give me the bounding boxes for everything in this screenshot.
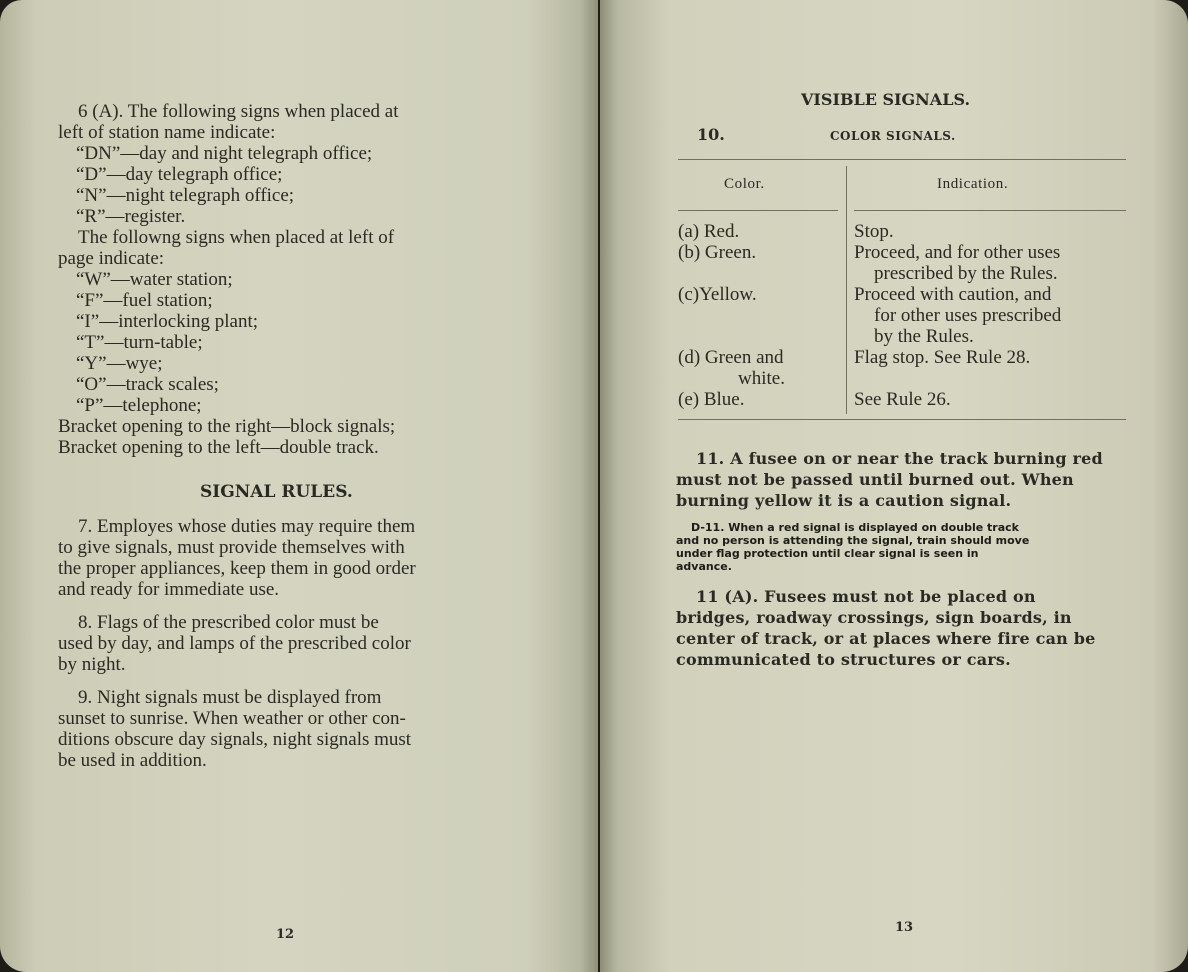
color-signals-subheading: COLOR SIGNALS. bbox=[830, 129, 956, 143]
rule-11a-line: center of track, or at places where fire can be bbox=[676, 629, 1096, 648]
sign-item: “T”—turn-table; bbox=[76, 332, 203, 353]
rule-11a-line: communicated to structures or cars. bbox=[676, 650, 1011, 669]
sign-item: “F”—fuel station; bbox=[76, 290, 213, 311]
d11-line: and no person is attending the signal, train should move bbox=[676, 534, 1030, 547]
color-cell: (d) Green and bbox=[678, 347, 784, 368]
rule-8-line: by night. bbox=[58, 654, 126, 675]
visible-signals-heading: VISIBLE SIGNALS. bbox=[801, 90, 971, 109]
rule-7-line: to give signals, must provide themselves with bbox=[58, 537, 405, 558]
sign-item: “N”—night telegraph office; bbox=[76, 185, 295, 206]
rule-7-line: and ready for immediate use. bbox=[58, 579, 280, 600]
rule-11-line: burning yellow it is a caution signal. bbox=[676, 491, 1012, 510]
indication-cell: Proceed, and for other uses bbox=[854, 242, 1061, 263]
indication-cell: for other uses prescribed bbox=[874, 305, 1062, 326]
table-bottom-rule bbox=[678, 419, 1126, 420]
bracket-note: Bracket opening to the left—double track. bbox=[58, 437, 379, 458]
signal-rules-heading: SIGNAL RULES. bbox=[200, 482, 353, 502]
color-cell: (b) Green. bbox=[678, 242, 757, 263]
rule-6a-line: 6 (A). The following signs when placed at bbox=[78, 101, 399, 122]
indication-cell: Proceed with caution, and bbox=[854, 284, 1052, 305]
d11-line: under flag protection until clear signal is seen in bbox=[676, 547, 979, 560]
sign-item: “P”—telephone; bbox=[76, 395, 202, 416]
color-cell: (e) Blue. bbox=[678, 389, 745, 410]
indication-cell: Flag stop. See Rule 28. bbox=[854, 347, 1031, 368]
sign-item: “W”—water station; bbox=[76, 269, 233, 290]
indication-cell: See Rule 26. bbox=[854, 389, 951, 410]
rule-11-line: must not be passed until burned out. When bbox=[676, 470, 1074, 489]
indication-cell: by the Rules. bbox=[874, 326, 974, 347]
rule-10-number: 10. bbox=[697, 125, 725, 144]
sign-item: “Y”—wye; bbox=[76, 353, 163, 374]
color-cell: white. bbox=[738, 368, 785, 389]
rule-9-line: be used in addition. bbox=[58, 750, 207, 771]
color-cell: (a) Red. bbox=[678, 221, 740, 242]
rule-8-line: used by day, and lamps of the prescribed color bbox=[58, 633, 411, 654]
sign-item: “O”—track scales; bbox=[76, 374, 219, 395]
rule-6a-line: The followng signs when placed at left of bbox=[78, 227, 395, 248]
sign-item: “DN”—day and night telegraph office; bbox=[76, 143, 373, 164]
column-header-indication: Indication. bbox=[937, 176, 1009, 192]
column-header-color: Color. bbox=[724, 176, 765, 192]
rule-11a-line: bridges, roadway crossings, sign boards, in bbox=[676, 608, 1072, 627]
rule-11a-line: 11 (A). Fusees must not be placed on bbox=[696, 587, 1036, 606]
d11-line: D-11. When a red signal is displayed on double track bbox=[691, 521, 1019, 534]
rule-9-line: ditions obscure day signals, night signals must bbox=[58, 729, 412, 750]
table-top-rule bbox=[678, 159, 1126, 160]
sign-item: “I”—interlocking plant; bbox=[76, 311, 259, 332]
indication-cell: Stop. bbox=[854, 221, 894, 242]
rule-11-line: 11. A fusee on or near the track burning red bbox=[696, 449, 1103, 468]
rule-6a-line: left of station name indicate: bbox=[58, 122, 276, 143]
table-header-rule bbox=[854, 210, 1126, 211]
d11-line: advance. bbox=[676, 560, 732, 573]
bracket-note: Bracket opening to the right—block signals; bbox=[58, 416, 396, 437]
right-page bbox=[600, 0, 1188, 972]
sign-item: “D”—day telegraph office; bbox=[76, 164, 283, 185]
sign-item: “R”—register. bbox=[76, 206, 186, 227]
rule-8-line: 8. Flags of the prescribed color must be bbox=[78, 612, 379, 633]
rule-9-line: sunset to sunrise. When weather or other con- bbox=[58, 708, 406, 729]
rule-7-line: the proper appliances, keep them in good order bbox=[58, 558, 416, 579]
color-cell: (c)Yellow. bbox=[678, 284, 757, 305]
rule-6a-line: page indicate: bbox=[58, 248, 165, 269]
page-number: 13 bbox=[895, 920, 914, 935]
rule-9-line: 9. Night signals must be displayed from bbox=[78, 687, 382, 708]
table-header-rule bbox=[678, 210, 838, 211]
page-number: 12 bbox=[276, 927, 295, 942]
rule-7-line: 7. Employes whose duties may require them bbox=[78, 516, 416, 537]
indication-cell: prescribed by the Rules. bbox=[874, 263, 1058, 284]
table-column-divider bbox=[846, 166, 847, 414]
